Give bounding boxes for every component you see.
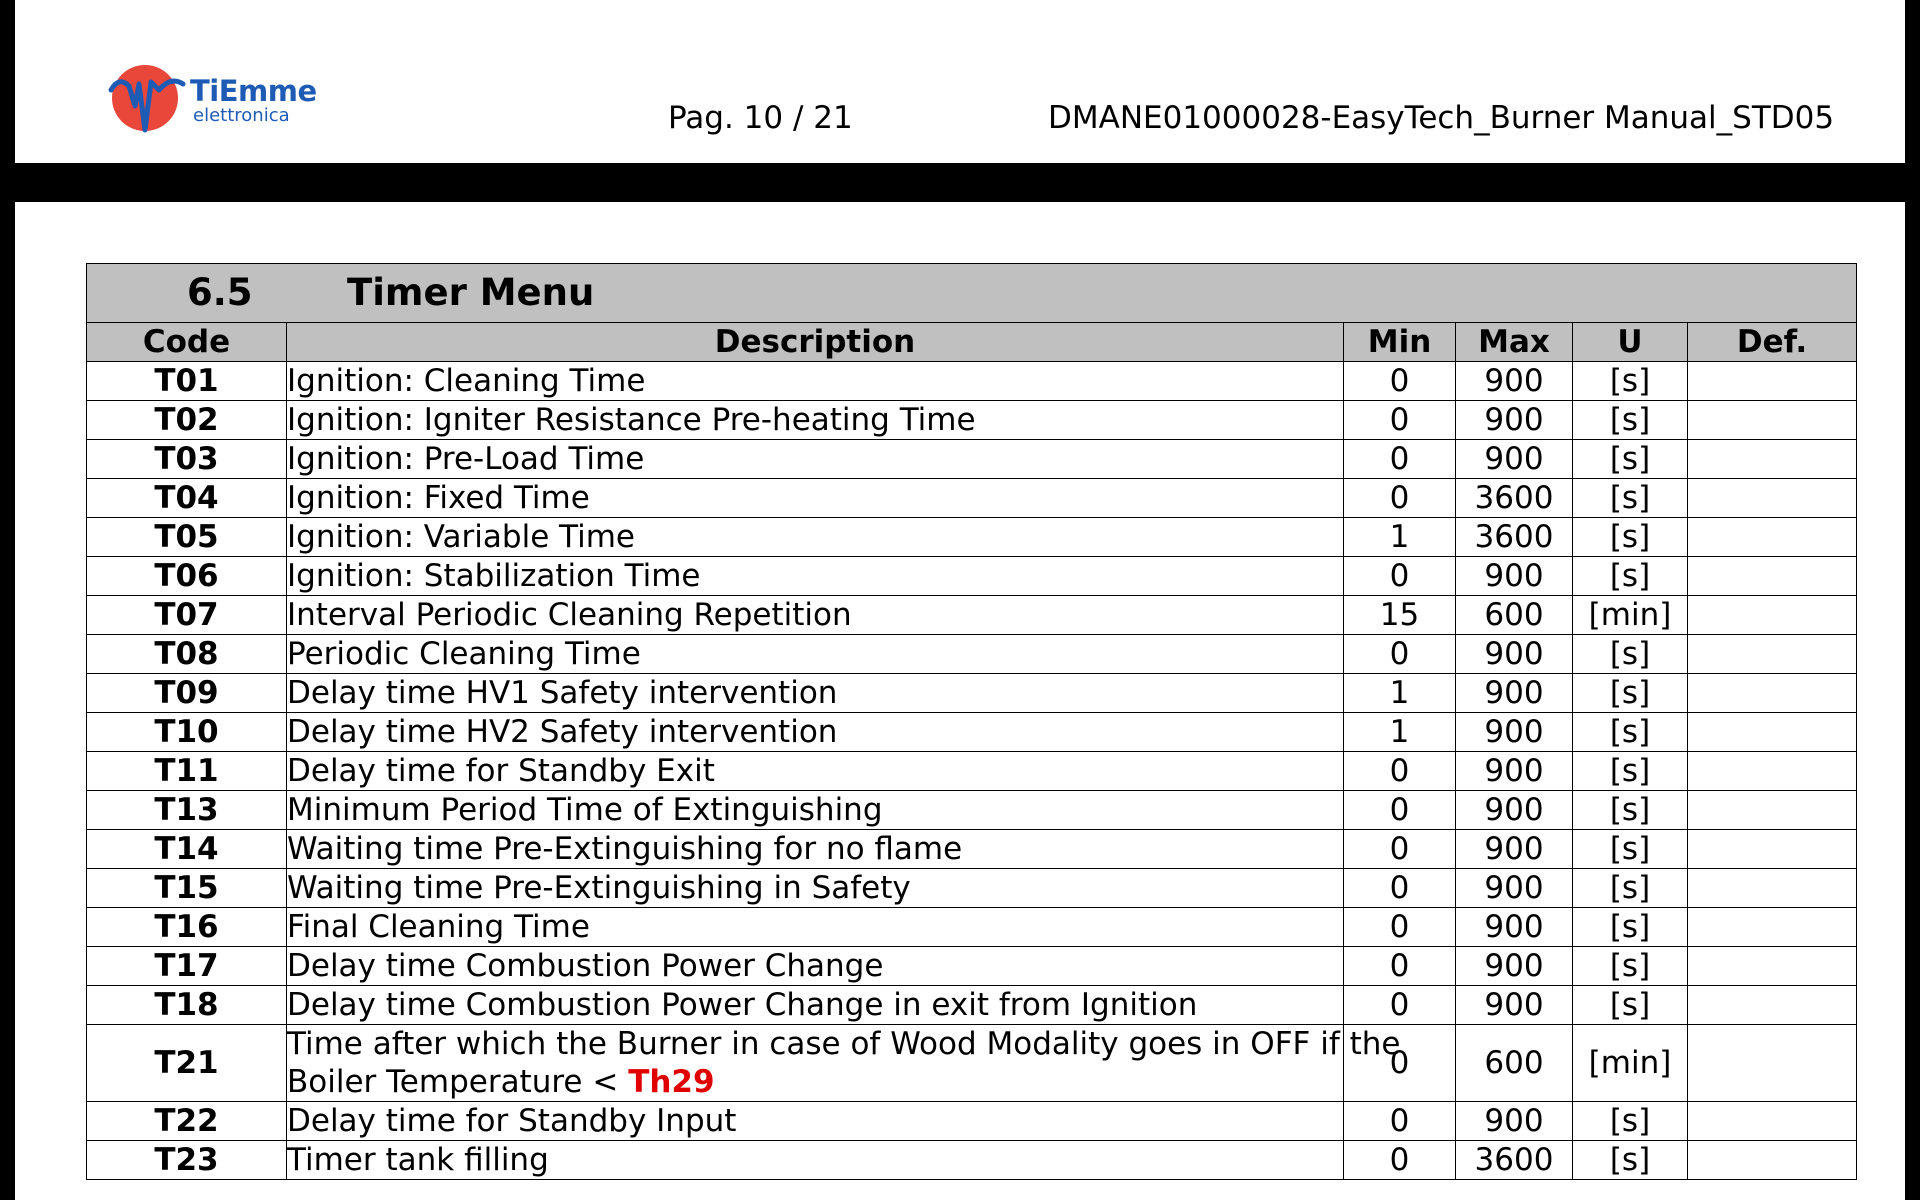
timer-default: [1688, 518, 1857, 557]
section-heading: [87, 264, 1857, 323]
timer-description: Delay time for Standby Input: [287, 1102, 1344, 1141]
timer-unit: [s]: [1573, 1102, 1688, 1141]
timer-max: 3600: [1456, 518, 1573, 557]
table-row: [87, 752, 1857, 791]
timer-max: 900: [1456, 869, 1573, 908]
timer-code: T09: [87, 674, 287, 713]
timer-unit: [min]: [1573, 596, 1688, 635]
timer-max: 900: [1456, 830, 1573, 869]
timer-min: 0: [1344, 635, 1456, 674]
timer-max: 900: [1456, 674, 1573, 713]
timer-code: T07: [87, 596, 287, 635]
timer-default: [1688, 479, 1857, 518]
timer-min: 0: [1344, 1025, 1456, 1102]
table-row: [87, 869, 1857, 908]
timer-unit: [s]: [1573, 830, 1688, 869]
timer-description: Interval Periodic Cleaning Repetition: [287, 596, 1344, 635]
timer-default: [1688, 440, 1857, 479]
timer-description: Ignition: Igniter Resistance Pre-heating Time: [287, 401, 1344, 440]
timer-unit: [s]: [1573, 1141, 1688, 1180]
timer-max: 900: [1456, 713, 1573, 752]
timer-description: Final Cleaning Time: [287, 908, 1344, 947]
logo-subtitle: elettronica: [193, 105, 290, 126]
timer-code: T03: [87, 440, 287, 479]
timer-min: 1: [1344, 713, 1456, 752]
timer-unit: [s]: [1573, 557, 1688, 596]
timer-unit: [s]: [1573, 713, 1688, 752]
timer-description: Minimum Period Time of Extinguishing: [287, 791, 1344, 830]
timer-default: [1688, 674, 1857, 713]
timer-unit: [s]: [1573, 986, 1688, 1025]
timer-description: Ignition: Cleaning Time: [287, 362, 1344, 401]
table-row: [87, 596, 1857, 635]
timer-min: 0: [1344, 752, 1456, 791]
timer-min: 0: [1344, 1102, 1456, 1141]
timer-code: T17: [87, 947, 287, 986]
timer-description: Waiting time Pre-Extinguishing in Safety: [287, 869, 1344, 908]
logo-name: TiEmme: [190, 74, 317, 108]
timer-default: [1688, 1102, 1857, 1141]
timer-default: [1688, 401, 1857, 440]
timer-description: Waiting time Pre-Extinguishing for no flame: [287, 830, 1344, 869]
timer-unit: [s]: [1573, 869, 1688, 908]
timer-unit: [s]: [1573, 401, 1688, 440]
timer-unit: [s]: [1573, 440, 1688, 479]
table-row: [87, 1102, 1857, 1141]
timer-max: 900: [1456, 362, 1573, 401]
timer-description: [287, 1025, 1401, 1102]
timer-code: T14: [87, 830, 287, 869]
timer-description: Delay time HV1 Safety intervention: [287, 674, 1344, 713]
timer-min: 0: [1344, 401, 1456, 440]
timer-min: 1: [1344, 518, 1456, 557]
timer-description: Ignition: Variable Time: [287, 518, 1344, 557]
table-row: [87, 635, 1857, 674]
timer-min: 0: [1344, 986, 1456, 1025]
timer-max: 900: [1456, 440, 1573, 479]
timer-default: [1688, 1141, 1857, 1180]
timer-unit: [s]: [1573, 518, 1688, 557]
timer-code: T05: [87, 518, 287, 557]
table-row: [87, 557, 1857, 596]
timer-max: 3600: [1456, 479, 1573, 518]
table-row: [87, 674, 1857, 713]
timer-max: 900: [1456, 947, 1573, 986]
description-line-2: [287, 1063, 1343, 1101]
timer-code: T06: [87, 557, 287, 596]
timer-code: T21: [87, 1025, 287, 1102]
timer-description: Ignition: Stabilization Time: [287, 557, 1344, 596]
table-row: [87, 518, 1857, 557]
timer-code: T23: [87, 1141, 287, 1180]
table-row: [87, 1141, 1857, 1180]
timer-code: T10: [87, 713, 287, 752]
timer-default: [1688, 635, 1857, 674]
timer-min: 0: [1344, 362, 1456, 401]
timer-min: 0: [1344, 479, 1456, 518]
column-header-min: Min: [1344, 323, 1456, 362]
timer-default: [1688, 830, 1857, 869]
timer-default: [1688, 596, 1857, 635]
timer-default: [1688, 986, 1857, 1025]
timer-code: T02: [87, 401, 287, 440]
timer-max: 900: [1456, 557, 1573, 596]
timer-max: 900: [1456, 986, 1573, 1025]
timer-description: Delay time HV2 Safety intervention: [287, 713, 1344, 752]
timer-default: [1688, 752, 1857, 791]
column-header-max: Max: [1456, 323, 1573, 362]
table-row: [87, 440, 1857, 479]
timer-max: 3600: [1456, 1141, 1573, 1180]
timer-min: 0: [1344, 947, 1456, 986]
table-row: [87, 1025, 1857, 1102]
page-number: Pag. 10 / 21: [668, 100, 853, 136]
timer-description: Timer tank filling: [287, 1141, 1344, 1180]
timer-code: T13: [87, 791, 287, 830]
table-row: [87, 791, 1857, 830]
timer-default: [1688, 362, 1857, 401]
timer-code: T18: [87, 986, 287, 1025]
document-name: DMANE01000028-EasyTech_Burner Manual_STD05: [1048, 100, 1835, 136]
page-header: [15, 0, 1905, 163]
timer-unit: [s]: [1573, 635, 1688, 674]
timer-max: 900: [1456, 752, 1573, 791]
section-number: 6.5: [187, 271, 253, 314]
column-header-description: Description: [287, 323, 1344, 362]
parameter-reference: Th29: [628, 1064, 715, 1100]
table-row: [87, 479, 1857, 518]
table-body: [87, 362, 1857, 1180]
timer-code: T15: [87, 869, 287, 908]
timer-code: T01: [87, 362, 287, 401]
timer-description: Periodic Cleaning Time: [287, 635, 1344, 674]
timer-code: T04: [87, 479, 287, 518]
timer-min: 0: [1344, 440, 1456, 479]
timer-code: T16: [87, 908, 287, 947]
description-line-1: Time after which the Burner in case of Wood Modality goes in OFF if the: [287, 1026, 1401, 1062]
timer-max: 900: [1456, 791, 1573, 830]
timer-unit: [s]: [1573, 674, 1688, 713]
timer-unit: [s]: [1573, 752, 1688, 791]
table-header: [87, 323, 1857, 362]
column-header-code: Code: [87, 323, 287, 362]
timer-default: [1688, 557, 1857, 596]
timer-default: [1688, 908, 1857, 947]
timer-unit: [s]: [1573, 947, 1688, 986]
timer-max: 900: [1456, 1102, 1573, 1141]
timer-unit: [s]: [1573, 908, 1688, 947]
timer-max: 600: [1456, 1025, 1573, 1102]
timer-max: 900: [1456, 401, 1573, 440]
timer-unit: [s]: [1573, 479, 1688, 518]
page-body: [15, 202, 1905, 1200]
timer-code: T08: [87, 635, 287, 674]
section-title: Timer Menu: [347, 271, 595, 314]
timer-default: [1688, 869, 1857, 908]
timer-code: T22: [87, 1102, 287, 1141]
timer-default: [1688, 1025, 1857, 1102]
table-row: [87, 713, 1857, 752]
table-row: [87, 986, 1857, 1025]
logo-mark-icon: [105, 60, 187, 142]
timer-min: 0: [1344, 830, 1456, 869]
timer-min: 15: [1344, 596, 1456, 635]
timer-unit: [min]: [1573, 1025, 1688, 1102]
timer-description: Delay time Combustion Power Change: [287, 947, 1344, 986]
table-row: [87, 401, 1857, 440]
timer-description: Ignition: Pre-Load Time: [287, 440, 1344, 479]
timer-unit: [s]: [1573, 362, 1688, 401]
timer-default: [1688, 791, 1857, 830]
timer-max: 600: [1456, 596, 1573, 635]
timer-unit: [s]: [1573, 791, 1688, 830]
column-header-default: Def.: [1688, 323, 1857, 362]
timer-default: [1688, 947, 1857, 986]
table-row: [87, 362, 1857, 401]
timer-min: 0: [1344, 908, 1456, 947]
timer-min: 0: [1344, 557, 1456, 596]
column-header-unit: U: [1573, 323, 1688, 362]
timer-min: 0: [1344, 791, 1456, 830]
timer-menu-table: [86, 263, 1857, 1180]
timer-max: 900: [1456, 635, 1573, 674]
table-row: [87, 908, 1857, 947]
timer-min: 0: [1344, 1141, 1456, 1180]
timer-min: 0: [1344, 869, 1456, 908]
timer-min: 1: [1344, 674, 1456, 713]
description-text: Boiler Temperature <: [287, 1064, 619, 1100]
timer-description: Delay time for Standby Exit: [287, 752, 1344, 791]
timer-max: 900: [1456, 908, 1573, 947]
timer-default: [1688, 713, 1857, 752]
table-row: [87, 830, 1857, 869]
company-logo: [105, 60, 317, 140]
timer-description: Delay time Combustion Power Change in exit from Ignition: [287, 986, 1344, 1025]
table-row: [87, 947, 1857, 986]
timer-description: Ignition: Fixed Time: [287, 479, 1344, 518]
timer-code: T11: [87, 752, 287, 791]
